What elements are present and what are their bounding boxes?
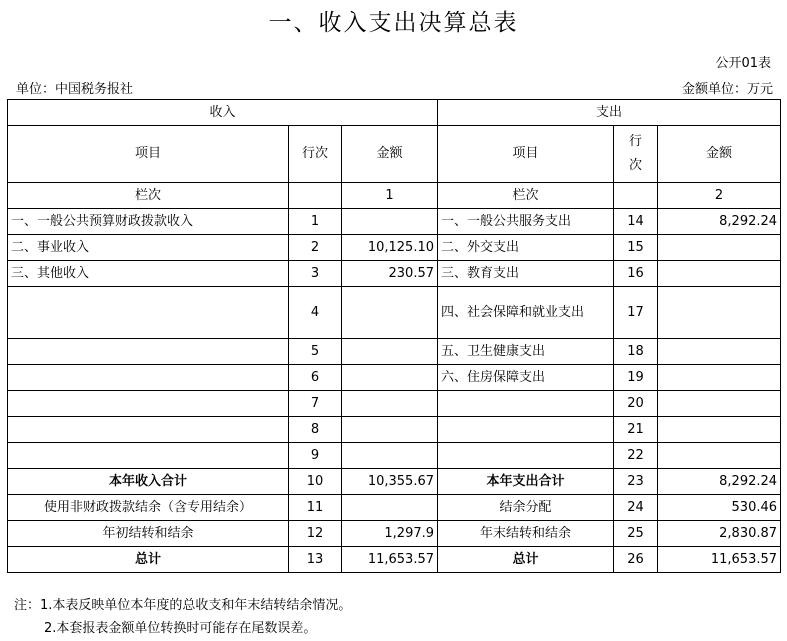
expense-amount: 8,292.24 — [658, 209, 781, 235]
income-col-number: 1 — [342, 183, 438, 209]
income-item: 年初结转和结余 — [8, 521, 289, 547]
empty-cell — [614, 183, 658, 209]
expense-amount — [658, 417, 781, 443]
expense-subtotal-label: 本年支出合计 — [438, 469, 614, 495]
income-rowno: 1 — [289, 209, 342, 235]
table-row — [8, 391, 781, 417]
expense-rowno: 19 — [614, 365, 658, 391]
expense-item: 二、外交支出 — [438, 235, 614, 261]
expense-amount — [658, 339, 781, 365]
expense-item: 三、教育支出 — [438, 261, 614, 287]
expense-col-number: 2 — [658, 183, 781, 209]
income-amount: 10,125.10 — [342, 235, 438, 261]
expense-amount: 2,830.87 — [658, 521, 781, 547]
expense-amount: 530.46 — [658, 495, 781, 521]
table-row — [8, 417, 781, 443]
expense-item: 年末结转和结余 — [438, 521, 614, 547]
income-rowno-header: 行次 — [289, 126, 342, 183]
income-amount — [342, 417, 438, 443]
income-subtotal-label: 本年收入合计 — [8, 469, 289, 495]
income-item-header: 项目 — [8, 126, 289, 183]
table-row — [8, 521, 781, 547]
expense-item — [438, 417, 614, 443]
summary-table — [7, 99, 781, 573]
empty-cell — [289, 183, 342, 209]
expense-rowno: 20 — [614, 391, 658, 417]
income-item — [8, 287, 289, 339]
expense-header: 支出 — [438, 100, 781, 126]
unit-label: 单位：中国税务报社 — [16, 82, 134, 97]
income-amount — [342, 391, 438, 417]
expense-rowno-header: 行 次 — [614, 126, 658, 183]
income-rowno: 6 — [289, 365, 342, 391]
expense-amount — [658, 365, 781, 391]
expense-col-label: 栏次 — [438, 183, 614, 209]
income-item — [8, 365, 289, 391]
expense-item-header: 项目 — [438, 126, 614, 183]
income-amount-header: 金额 — [342, 126, 438, 183]
income-rowno: 8 — [289, 417, 342, 443]
expense-item — [438, 443, 614, 469]
income-rowno: 7 — [289, 391, 342, 417]
income-amount: 1,297.9 — [342, 521, 438, 547]
income-rowno: 9 — [289, 443, 342, 469]
expense-item: 结余分配 — [438, 495, 614, 521]
income-item: 一、一般公共预算财政拨款收入 — [8, 209, 289, 235]
expense-amount-header: 金额 — [658, 126, 781, 183]
expense-total-amount: 11,653.57 — [658, 547, 781, 573]
income-item: 三、其他收入 — [8, 261, 289, 287]
income-rowno: 2 — [289, 235, 342, 261]
expense-item — [438, 391, 614, 417]
income-rowno: 12 — [289, 521, 342, 547]
income-subtotal-amount: 10,355.67 — [342, 469, 438, 495]
income-rowno: 10 — [289, 469, 342, 495]
income-header: 收入 — [8, 100, 438, 126]
expense-total-label: 总计 — [438, 547, 614, 573]
expense-rowno: 15 — [614, 235, 658, 261]
table-row — [8, 495, 781, 521]
income-item — [8, 391, 289, 417]
expense-item: 六、住房保障支出 — [438, 365, 614, 391]
income-amount — [342, 339, 438, 365]
expense-amount — [658, 287, 781, 339]
note-2: 2.本套报表金额单位转换时可能存在尾数误差。 — [44, 621, 317, 636]
table-row — [8, 443, 781, 469]
expense-item: 五、卫生健康支出 — [438, 339, 614, 365]
income-amount — [342, 495, 438, 521]
expense-subtotal-amount: 8,292.24 — [658, 469, 781, 495]
expense-rowno: 21 — [614, 417, 658, 443]
table-row — [8, 547, 781, 573]
page-title: 一、收入支出决算总表 — [268, 10, 519, 36]
expense-amount — [658, 235, 781, 261]
income-item — [8, 417, 289, 443]
table-row — [8, 365, 781, 391]
expense-rowno: 24 — [614, 495, 658, 521]
expense-rowno: 16 — [614, 261, 658, 287]
table-row — [8, 287, 781, 339]
table-row — [8, 339, 781, 365]
table-row — [8, 261, 781, 287]
income-col-label: 栏次 — [8, 183, 289, 209]
expense-rowno: 18 — [614, 339, 658, 365]
expense-item: 一、一般公共服务支出 — [438, 209, 614, 235]
income-total-label: 总计 — [8, 547, 289, 573]
income-rowno: 13 — [289, 547, 342, 573]
income-item: 二、事业收入 — [8, 235, 289, 261]
expense-rowno: 14 — [614, 209, 658, 235]
income-amount: 230.57 — [342, 261, 438, 287]
income-item — [8, 443, 289, 469]
expense-amount — [658, 443, 781, 469]
expense-rowno: 23 — [614, 469, 658, 495]
expense-rowno: 26 — [614, 547, 658, 573]
expense-amount — [658, 261, 781, 287]
expense-rowno: 25 — [614, 521, 658, 547]
expense-rowno: 17 — [614, 287, 658, 339]
income-amount — [342, 209, 438, 235]
table-row — [8, 469, 781, 495]
expense-amount — [658, 391, 781, 417]
form-code: 公开01表 — [715, 56, 771, 71]
income-total-amount: 11,653.57 — [342, 547, 438, 573]
income-amount — [342, 365, 438, 391]
income-amount — [342, 287, 438, 339]
note-1: 注：1.本表反映单位本年度的总收支和年末结转结余情况。 — [14, 598, 352, 613]
table-row — [8, 209, 781, 235]
income-item — [8, 339, 289, 365]
income-rowno: 5 — [289, 339, 342, 365]
income-rowno: 11 — [289, 495, 342, 521]
table-row — [8, 235, 781, 261]
income-rowno: 4 — [289, 287, 342, 339]
income-item: 使用非财政拨款结余（含专用结余） — [8, 495, 289, 521]
income-amount — [342, 443, 438, 469]
amount-unit: 金额单位：万元 — [681, 82, 773, 97]
expense-item: 四、社会保障和就业支出 — [438, 287, 614, 339]
expense-rowno: 22 — [614, 443, 658, 469]
income-rowno: 3 — [289, 261, 342, 287]
